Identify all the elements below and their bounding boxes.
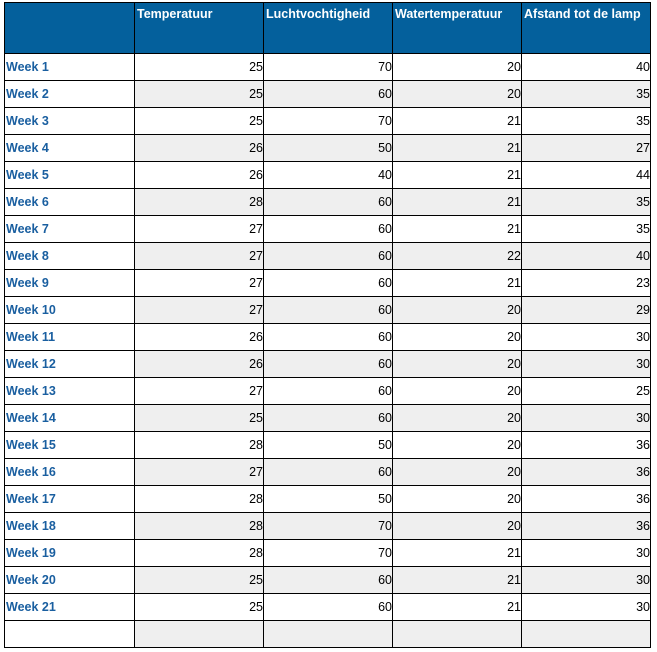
luchtvochtigheid-cell[interactable]: 70: [264, 54, 393, 81]
row-label-cell[interactable]: Week 20: [5, 567, 135, 594]
temperatuur-cell[interactable]: 25: [135, 81, 264, 108]
table-row: [5, 486, 651, 513]
header-luchtvochtigheid[interactable]: Luchtvochtigheid: [264, 3, 393, 54]
watertemperatuur-cell[interactable]: 21: [393, 216, 522, 243]
afstand-tot-de-lamp-cell[interactable]: 36: [522, 432, 651, 459]
table-row: [5, 594, 651, 621]
row-label-cell[interactable]: Week 11: [5, 324, 135, 351]
table-row: [5, 351, 651, 378]
row-label-cell[interactable]: Week 10: [5, 297, 135, 324]
afstand-tot-de-lamp-cell[interactable]: 36: [522, 513, 651, 540]
luchtvochtigheid-cell[interactable]: 60: [264, 297, 393, 324]
luchtvochtigheid-cell[interactable]: 70: [264, 513, 393, 540]
afstand-tot-de-lamp-cell[interactable]: 35: [522, 216, 651, 243]
row-label-cell[interactable]: Week 17: [5, 486, 135, 513]
temperatuur-cell[interactable]: 26: [135, 351, 264, 378]
table-row: [5, 270, 651, 297]
row-label-cell[interactable]: Week 7: [5, 216, 135, 243]
afstand-tot-de-lamp-cell[interactable]: 30: [522, 351, 651, 378]
table-row: [5, 108, 651, 135]
empty-table-row: [5, 621, 651, 648]
table-row: [5, 540, 651, 567]
temperatuur-cell[interactable]: 28: [135, 540, 264, 567]
row-label-cell[interactable]: Week 1: [5, 54, 135, 81]
luchtvochtigheid-cell[interactable]: 60: [264, 216, 393, 243]
watertemperatuur-cell[interactable]: 20: [393, 432, 522, 459]
empty-cell[interactable]: [264, 621, 393, 648]
row-label-cell[interactable]: Week 21: [5, 594, 135, 621]
luchtvochtigheid-cell[interactable]: 60: [264, 243, 393, 270]
spreadsheet-table: [4, 2, 651, 648]
watertemperatuur-cell[interactable]: 22: [393, 243, 522, 270]
luchtvochtigheid-cell[interactable]: 60: [264, 594, 393, 621]
row-label-cell[interactable]: Week 8: [5, 243, 135, 270]
row-label-cell[interactable]: Week 5: [5, 162, 135, 189]
watertemperatuur-cell[interactable]: 21: [393, 108, 522, 135]
afstand-tot-de-lamp-cell[interactable]: 40: [522, 54, 651, 81]
luchtvochtigheid-cell[interactable]: 70: [264, 108, 393, 135]
watertemperatuur-cell[interactable]: 20: [393, 351, 522, 378]
row-label-cell[interactable]: Week 4: [5, 135, 135, 162]
empty-cell[interactable]: [135, 621, 264, 648]
temperatuur-cell[interactable]: 27: [135, 270, 264, 297]
temperatuur-cell[interactable]: 27: [135, 459, 264, 486]
row-label-cell[interactable]: Week 3: [5, 108, 135, 135]
table-body: [5, 54, 651, 648]
watertemperatuur-cell[interactable]: 20: [393, 297, 522, 324]
temperatuur-cell[interactable]: 25: [135, 405, 264, 432]
row-label-cell[interactable]: Week 9: [5, 270, 135, 297]
table-row: [5, 162, 651, 189]
row-label-cell[interactable]: Week 2: [5, 81, 135, 108]
temperatuur-cell[interactable]: 25: [135, 54, 264, 81]
table-row: [5, 405, 651, 432]
table-row: [5, 513, 651, 540]
luchtvochtigheid-cell[interactable]: 50: [264, 432, 393, 459]
empty-cell[interactable]: [522, 621, 651, 648]
watertemperatuur-cell[interactable]: 21: [393, 540, 522, 567]
luchtvochtigheid-cell[interactable]: 50: [264, 486, 393, 513]
watertemperatuur-cell[interactable]: 21: [393, 162, 522, 189]
temperatuur-cell[interactable]: 27: [135, 378, 264, 405]
luchtvochtigheid-cell[interactable]: 60: [264, 324, 393, 351]
afstand-tot-de-lamp-cell[interactable]: 29: [522, 297, 651, 324]
watertemperatuur-cell[interactable]: 20: [393, 405, 522, 432]
table-row: [5, 81, 651, 108]
luchtvochtigheid-cell[interactable]: 60: [264, 405, 393, 432]
afstand-tot-de-lamp-cell[interactable]: 25: [522, 378, 651, 405]
watertemperatuur-cell[interactable]: 20: [393, 513, 522, 540]
table-row: [5, 378, 651, 405]
header-temperatuur[interactable]: Temperatuur: [135, 3, 264, 54]
afstand-tot-de-lamp-cell[interactable]: 23: [522, 270, 651, 297]
watertemperatuur-cell[interactable]: 20: [393, 378, 522, 405]
watertemperatuur-cell[interactable]: 20: [393, 54, 522, 81]
temperatuur-cell[interactable]: 28: [135, 432, 264, 459]
luchtvochtigheid-cell[interactable]: 60: [264, 459, 393, 486]
temperatuur-cell[interactable]: 28: [135, 513, 264, 540]
row-label-cell[interactable]: Week 6: [5, 189, 135, 216]
afstand-tot-de-lamp-cell[interactable]: 44: [522, 162, 651, 189]
table-row: [5, 297, 651, 324]
row-label-cell[interactable]: Week 16: [5, 459, 135, 486]
watertemperatuur-cell[interactable]: 21: [393, 594, 522, 621]
temperatuur-cell[interactable]: 26: [135, 324, 264, 351]
row-label-cell[interactable]: Week 12: [5, 351, 135, 378]
header-afstand-tot-de-lamp[interactable]: Afstand tot de lamp: [522, 3, 651, 54]
watertemperatuur-cell[interactable]: 20: [393, 324, 522, 351]
watertemperatuur-cell[interactable]: 21: [393, 189, 522, 216]
luchtvochtigheid-cell[interactable]: 60: [264, 567, 393, 594]
temperatuur-cell[interactable]: 26: [135, 135, 264, 162]
temperatuur-cell[interactable]: 25: [135, 567, 264, 594]
luchtvochtigheid-cell[interactable]: 50: [264, 135, 393, 162]
empty-cell[interactable]: [5, 621, 135, 648]
row-label-cell[interactable]: Week 19: [5, 540, 135, 567]
afstand-tot-de-lamp-cell[interactable]: 40: [522, 243, 651, 270]
luchtvochtigheid-cell[interactable]: 60: [264, 270, 393, 297]
afstand-tot-de-lamp-cell[interactable]: 30: [522, 594, 651, 621]
table-row: [5, 432, 651, 459]
luchtvochtigheid-cell[interactable]: 60: [264, 81, 393, 108]
afstand-tot-de-lamp-cell[interactable]: 36: [522, 486, 651, 513]
luchtvochtigheid-cell[interactable]: 60: [264, 351, 393, 378]
table-row: [5, 243, 651, 270]
header-corner-cell[interactable]: [5, 3, 135, 54]
afstand-tot-de-lamp-cell[interactable]: 27: [522, 135, 651, 162]
luchtvochtigheid-cell[interactable]: 70: [264, 540, 393, 567]
header-row: [5, 3, 651, 54]
watertemperatuur-cell[interactable]: 21: [393, 270, 522, 297]
temperatuur-cell[interactable]: 25: [135, 108, 264, 135]
watertemperatuur-cell[interactable]: 20: [393, 81, 522, 108]
temperatuur-cell[interactable]: 26: [135, 162, 264, 189]
temperatuur-cell[interactable]: 27: [135, 297, 264, 324]
afstand-tot-de-lamp-cell[interactable]: 35: [522, 189, 651, 216]
row-label-cell[interactable]: Week 15: [5, 432, 135, 459]
empty-cell[interactable]: [393, 621, 522, 648]
header-watertemperatuur[interactable]: Watertemperatuur: [393, 3, 522, 54]
table-row: [5, 567, 651, 594]
row-label-cell[interactable]: Week 13: [5, 378, 135, 405]
table-row: [5, 324, 651, 351]
table-row: [5, 54, 651, 81]
afstand-tot-de-lamp-cell[interactable]: 35: [522, 108, 651, 135]
afstand-tot-de-lamp-cell[interactable]: 30: [522, 405, 651, 432]
table-row: [5, 189, 651, 216]
afstand-tot-de-lamp-cell[interactable]: 36: [522, 459, 651, 486]
temperatuur-cell[interactable]: 28: [135, 189, 264, 216]
temperatuur-cell[interactable]: 27: [135, 243, 264, 270]
afstand-tot-de-lamp-cell[interactable]: 35: [522, 81, 651, 108]
watertemperatuur-cell[interactable]: 20: [393, 459, 522, 486]
row-label-cell[interactable]: Week 14: [5, 405, 135, 432]
luchtvochtigheid-cell[interactable]: 60: [264, 378, 393, 405]
afstand-tot-de-lamp-cell[interactable]: 30: [522, 567, 651, 594]
table-row: [5, 135, 651, 162]
afstand-tot-de-lamp-cell[interactable]: 30: [522, 324, 651, 351]
watertemperatuur-cell[interactable]: 20: [393, 486, 522, 513]
table-row: [5, 459, 651, 486]
temperatuur-cell[interactable]: 28: [135, 486, 264, 513]
temperatuur-cell[interactable]: 25: [135, 594, 264, 621]
row-label-cell[interactable]: Week 18: [5, 513, 135, 540]
luchtvochtigheid-cell[interactable]: 60: [264, 189, 393, 216]
watertemperatuur-cell[interactable]: 21: [393, 135, 522, 162]
afstand-tot-de-lamp-cell[interactable]: 30: [522, 540, 651, 567]
watertemperatuur-cell[interactable]: 21: [393, 567, 522, 594]
luchtvochtigheid-cell[interactable]: 40: [264, 162, 393, 189]
table-row: [5, 216, 651, 243]
temperatuur-cell[interactable]: 27: [135, 216, 264, 243]
